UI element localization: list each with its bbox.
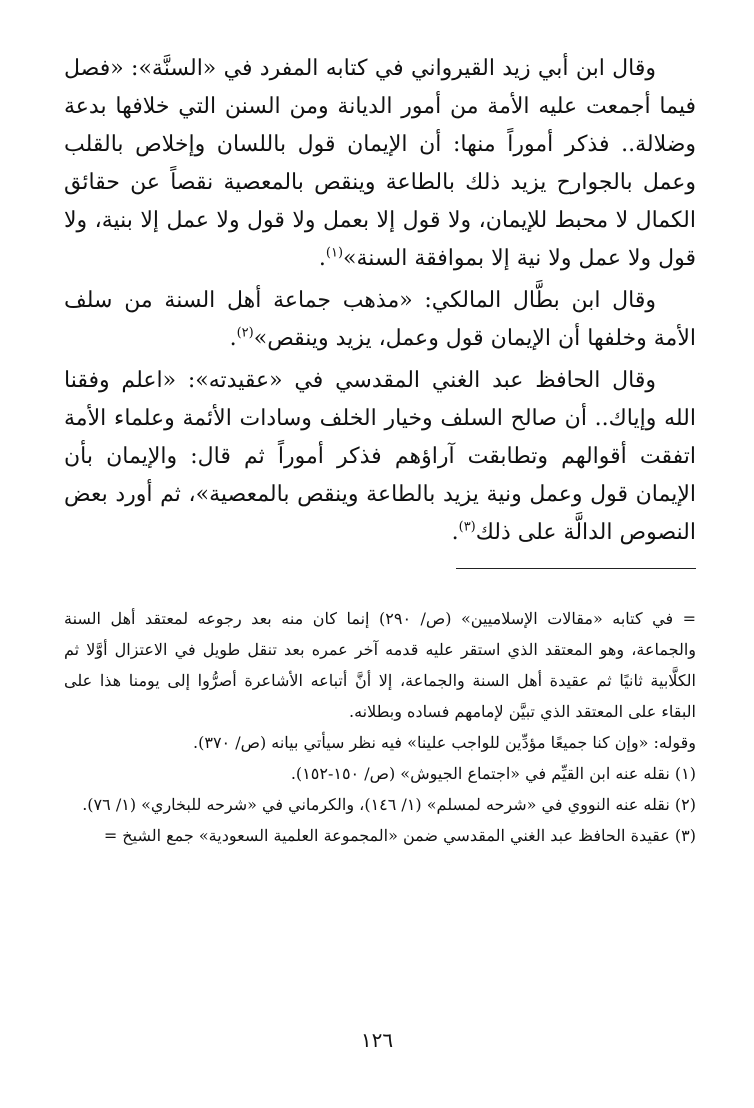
footnote-ref-2: (٢) [236,325,254,341]
main-text [64,50,696,552]
footnote-separator [456,568,696,569]
footnote-1: (١) نقله عنه ابن القيِّم في «اجتماع الجيوش» (ص/ ١٥٠-١٥٢). [290,764,696,783]
page-number: ١٢٦ [360,1028,394,1052]
footnote-quote: وقوله: «وإن كنا جميعًا مؤدِّين للواجب علينا» فيه نظر سيأتي بيانه (ص/ ٣٧٠). [193,733,696,752]
period: . [318,246,326,271]
period: . [229,326,237,351]
paragraph-text: وقال الحافظ عبد الغني المقدسي في «عقيدته»: «اعلم وفقنا الله وإياك.. أن صالح السلف وخيار الخلف وسادات الأئمة وعلماء الأمة اتفقت أقوالهم وتطابقت آراؤهم فذكر أموراً ثم قال: والإيمان بأن الإيمان قول وعمل ونية يزيد بالطاعة وينقص بالمعصية»، ثم أورد بعض النصوص الدالَّة على ذلك [64,368,696,545]
period: . [451,520,459,545]
paragraph-qayrawani [64,50,696,278]
book-page [64,50,696,851]
paragraph-ibn-battal [64,282,696,358]
footnote-2: (٢) نقله عنه النووي في «شرحه لمسلم» (١/ ١٤٦)، والكرماني في «شرحه للبخاري» (١/ ٧٦). [82,795,696,814]
footnote-ref-1: (١) [325,245,344,261]
footnote-3: (٣) عقيدة الحافظ عبد الغني المقدسي ضمن «المجموعة العلمية السعودية» جمع الشيخ = [103,826,696,845]
paragraph-abdulghani [64,362,696,552]
footnotes [64,603,696,851]
footnote-continuation: = في كتابه «مقالات الإسلاميين» (ص/ ٢٩٠) إنما كان منه بعد رجوعه لمعتقد أهل السنة والجماعة، وهو المعتقد الذي استقر عليه قدمه آخر عمره بعد تنقل طويل في الاعتزال أوَّلا ثم الكلَّابية ثانيًا ثم عقيدة أهل السنة والجماعة، إلا أنَّ أتباعه الأشاعرة أصرُّوا إلى يومنا هذا على البقاء على المعتقد الذي تبيَّن لإمامهم فساده وبطلانه. [64,609,696,721]
paragraph-text: وقال ابن بطَّال المالكي: «مذهب جماعة أهل السنة من سلف الأمة وخلفها أن الإيمان قول وعمل، يزيد وينقص» [64,288,696,351]
paragraph-text: وقال ابن أبي زيد القيرواني في كتابه المفرد في «السنَّة»: «فصل فيما أجمعت عليه الأمة من أمور الديانة ومن السنن التي خلافها بدعة وضلالة.. فذكر أموراً منها: أن الإيمان قول باللسان وإخلاص بالقلب وعمل بالجوارح يزيد ذلك بالطاعة وينقص بالمعصية نقصاً عن حقائق الكمال لا محبط للإيمان، ولا قول إلا بعمل ولا قول ولا عمل إلا بنية، ولا قول ولا عمل ولا نية إلا بموافقة السنة» [64,56,696,271]
footnote-ref-3: (٣) [458,519,476,535]
